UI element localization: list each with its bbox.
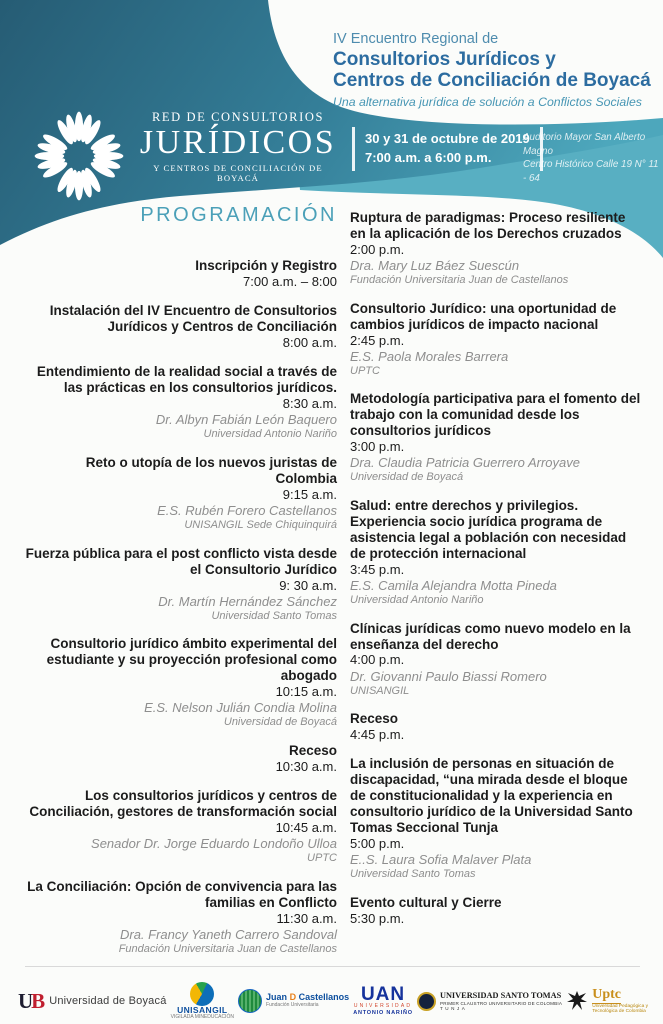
uptc-eagle-icon <box>566 990 588 1012</box>
usta-tagline: PRIMER CLAUSTRO UNIVERSITARIO DE COLOMBIA <box>439 1000 563 1006</box>
session-item <box>350 498 642 608</box>
session-institution: UNISANGIL Sede Chiquinquirá <box>184 518 337 531</box>
session-title: Entendimiento de la realidad social a través de las prácticas en los consultorios jurídicos. <box>36 364 337 396</box>
session-institution: Universidad de Boyacá <box>350 471 464 484</box>
logo-juan-de-castellanos <box>238 989 349 1013</box>
session-time: 5:30 p.m. <box>350 910 405 926</box>
uan-line2: ANTONIO NARIÑO <box>353 1009 413 1016</box>
event-hours: 7:00 a.m. a 6:00 p.m. <box>365 149 492 165</box>
session-institution: UNISANGIL <box>350 684 410 697</box>
session-item <box>23 303 337 351</box>
session-institution: Universidad Santo Tomas <box>211 609 337 622</box>
session-item <box>350 391 642 485</box>
session-speaker: E.S. Camila Alejandra Motta Pineda <box>350 577 557 593</box>
org-main-name: JURÍDICOS <box>139 124 337 161</box>
session-time: 11:30 a.m. <box>276 910 337 926</box>
session-title: Consultorio Jurídico: una oportunidad de cambios jurídicos de impacto nacional <box>350 300 617 332</box>
session-item <box>23 258 337 290</box>
venue-name: Auditorio Mayor San Alberto Magno <box>523 132 646 157</box>
session-institution: Fundación Universitaria Juan de Castellanos <box>118 942 337 955</box>
session-speaker: Dra. Mary Luz Báez Suescún <box>350 258 520 274</box>
session-time: 7:00 a.m. – 8:00 <box>243 273 337 289</box>
session-speaker: Dr. Martín Hernández Sánchez <box>158 593 337 609</box>
session-title: Consultorio jurídico ámbito experimental del estudiante y su proyección profesional como abogado <box>46 636 337 684</box>
session-item <box>23 455 337 533</box>
session-item <box>350 756 642 881</box>
logo-universidad-de-boyaca <box>18 988 167 1013</box>
session-time: 8:00 a.m. <box>282 335 337 351</box>
event-title-line2: Centros de Conciliación de Boyacá <box>333 70 651 92</box>
session-time: 5:00 p.m. <box>350 836 405 852</box>
uan-line1: UNIVERSIDAD <box>353 1003 413 1010</box>
org-sub-line: Y CENTROS DE CONCILIACIÓN DE BOYACÁ <box>153 162 323 183</box>
program-title: PROGRAMACIÓN <box>140 204 337 226</box>
usta-city: TUNJA <box>439 1005 468 1011</box>
session-speaker: Dr. Albyn Fabián León Baquero <box>155 412 337 428</box>
session-title: La inclusión de personas en situación de discapacidad, “una mirada desde el bloque de constitucionalidad y la experiencia en consultorio jurídico de la Universidad Santo Tomas Seccional Tunja <box>350 756 633 836</box>
session-institution: Universidad Santo Tomas <box>350 868 476 881</box>
uboyaca-name: Universidad de Boyacá <box>49 995 167 1007</box>
session-title: Inscripción y Registro <box>195 258 337 273</box>
session-item <box>23 788 337 866</box>
session-speaker: E.S. Rubén Forero Castellanos <box>157 503 337 519</box>
session-title: Instalación del IV Encuentro de Consultorios Jurídicos y Centros de Conciliación <box>49 303 337 335</box>
session-time: 10:45 a.m. <box>275 820 337 836</box>
uboyaca-monogram-icon: UB <box>18 988 46 1013</box>
program-column-morning <box>23 258 337 970</box>
org-top-line: RED DE CONSULTORIOS <box>151 110 325 124</box>
unisangil-seal-icon <box>190 982 214 1006</box>
event-title-line1: Consultorios Jurídicos y <box>333 49 556 70</box>
sponsor-logos-bar <box>18 980 648 1022</box>
session-speaker: Dr. Giovanni Paulo Biassi Romero <box>350 668 547 684</box>
jdc-tagline: Fundación Universitaria <box>266 1002 319 1009</box>
session-institution: Universidad de Boyacá <box>223 716 337 729</box>
session-title: Receso <box>350 711 399 727</box>
session-title: Salud: entre derechos y privilegios. Experiencia socio jurídica programa de asistencia legal a población con necesidad de protección internacional <box>350 498 627 561</box>
logo-universidad-santo-tomas <box>417 991 562 1010</box>
session-title: Fuerza pública para el post conflicto vista desde el Consultorio Jurídico <box>25 545 337 577</box>
program-column-afternoon <box>350 210 642 940</box>
uptc-line1: Universidad Pedagógica y <box>592 1003 648 1009</box>
uan-monogram-icon: UAN <box>360 984 406 1006</box>
event-header <box>333 31 657 109</box>
session-institution: Universidad Antonio Nariño <box>350 593 484 606</box>
session-time: 2:45 p.m. <box>350 332 405 348</box>
jdc-name: Juan D Castellanos <box>266 992 350 1003</box>
organization-name-block <box>136 110 340 183</box>
unisangil-tagline: VIGILADA MINEDUCACIÓN <box>170 1013 234 1020</box>
session-time: 3:45 p.m. <box>350 561 405 577</box>
session-speaker: E.S. Paola Morales Barrera <box>350 348 509 364</box>
session-item <box>350 711 642 743</box>
session-item <box>23 364 337 442</box>
session-title: Receso <box>288 743 337 758</box>
logo-unisangil <box>171 982 234 1021</box>
session-speaker: Dra. Francy Yaneth Carrero Sandoval <box>119 926 337 942</box>
session-time: 3:00 p.m. <box>350 439 405 455</box>
session-time: 2:00 p.m. <box>350 241 405 257</box>
session-item <box>23 636 337 730</box>
event-venue-block <box>523 131 663 186</box>
red-consultorios-logo-icon <box>28 103 130 205</box>
session-title: La Conciliación: Opción de convivencia para las familias en Conflicto <box>27 878 337 910</box>
session-time: 10:15 a.m. <box>275 684 337 700</box>
session-title: Los consultorios jurídicos y centros de Conciliación, gestores de transformación social <box>29 788 337 820</box>
session-item <box>350 621 642 699</box>
session-item <box>23 879 337 957</box>
session-time: 4:45 p.m. <box>350 727 405 743</box>
logo-uan <box>353 986 413 1016</box>
session-speaker: E..S. Laura Sofia Malaver Plata <box>350 852 532 868</box>
event-dates: 30 y 31 de octubre de 2019 <box>365 131 530 146</box>
event-edition: IV Encuentro Regional de <box>333 31 499 47</box>
session-time: 9: 30 a.m. <box>279 577 337 593</box>
event-subtitle: Una alternativa jurídica de solución a Conflictos Sociales <box>333 94 642 109</box>
venue-address: Centro Histórico Calle 19 N° 11 - 64 <box>523 159 659 185</box>
session-institution: UPTC <box>307 852 337 865</box>
uptc-line2: Tecnológica de Colombia <box>592 1008 646 1014</box>
session-title: Reto o utopía de los nuevos juristas de Colombia <box>85 454 337 486</box>
session-item <box>350 301 642 379</box>
session-speaker: E.S. Nelson Julián Condia Molina <box>144 700 337 716</box>
session-institution: Fundación Universitaria Juan de Castellanos <box>350 273 569 286</box>
session-time: 9:15 a.m. <box>282 486 337 502</box>
logo-uptc <box>566 988 648 1014</box>
session-item <box>23 743 337 775</box>
session-title: Metodología participativa para el fomento del trabajo con la comunidad desde los consultorios jurídicos <box>350 391 641 439</box>
session-title: Clínicas jurídicas como nuevo modelo en la enseñanza del derecho <box>350 620 631 652</box>
event-date-block <box>352 127 543 171</box>
footer-divider <box>25 966 640 967</box>
uptc-name: Uptc <box>592 986 622 1002</box>
session-title: Ruptura de paradigmas: Proceso resiliente en la aplicación de los Derechos cruzados <box>350 210 626 241</box>
session-speaker: Senador Dr. Jorge Eduardo Londoño Ulloa <box>91 836 337 852</box>
session-item <box>23 546 337 624</box>
session-institution: Universidad Antonio Nariño <box>203 428 337 441</box>
session-speaker: Dra. Claudia Patricia Guerrero Arroyave <box>350 455 580 471</box>
session-time: 8:30 a.m. <box>282 396 337 412</box>
session-time: 4:00 p.m. <box>350 652 405 668</box>
session-title: Evento cultural y Cierre <box>350 894 502 910</box>
jdc-seal-icon <box>238 989 262 1013</box>
usta-name: UNIVERSIDAD SANTO TOMAS <box>439 991 562 1001</box>
session-item <box>350 895 642 927</box>
session-item <box>350 210 642 288</box>
unisangil-name: UNISANGIL <box>177 1004 228 1015</box>
session-institution: UPTC <box>350 364 380 377</box>
usta-seal-icon <box>417 992 436 1011</box>
session-time: 10:30 a.m. <box>275 758 337 774</box>
